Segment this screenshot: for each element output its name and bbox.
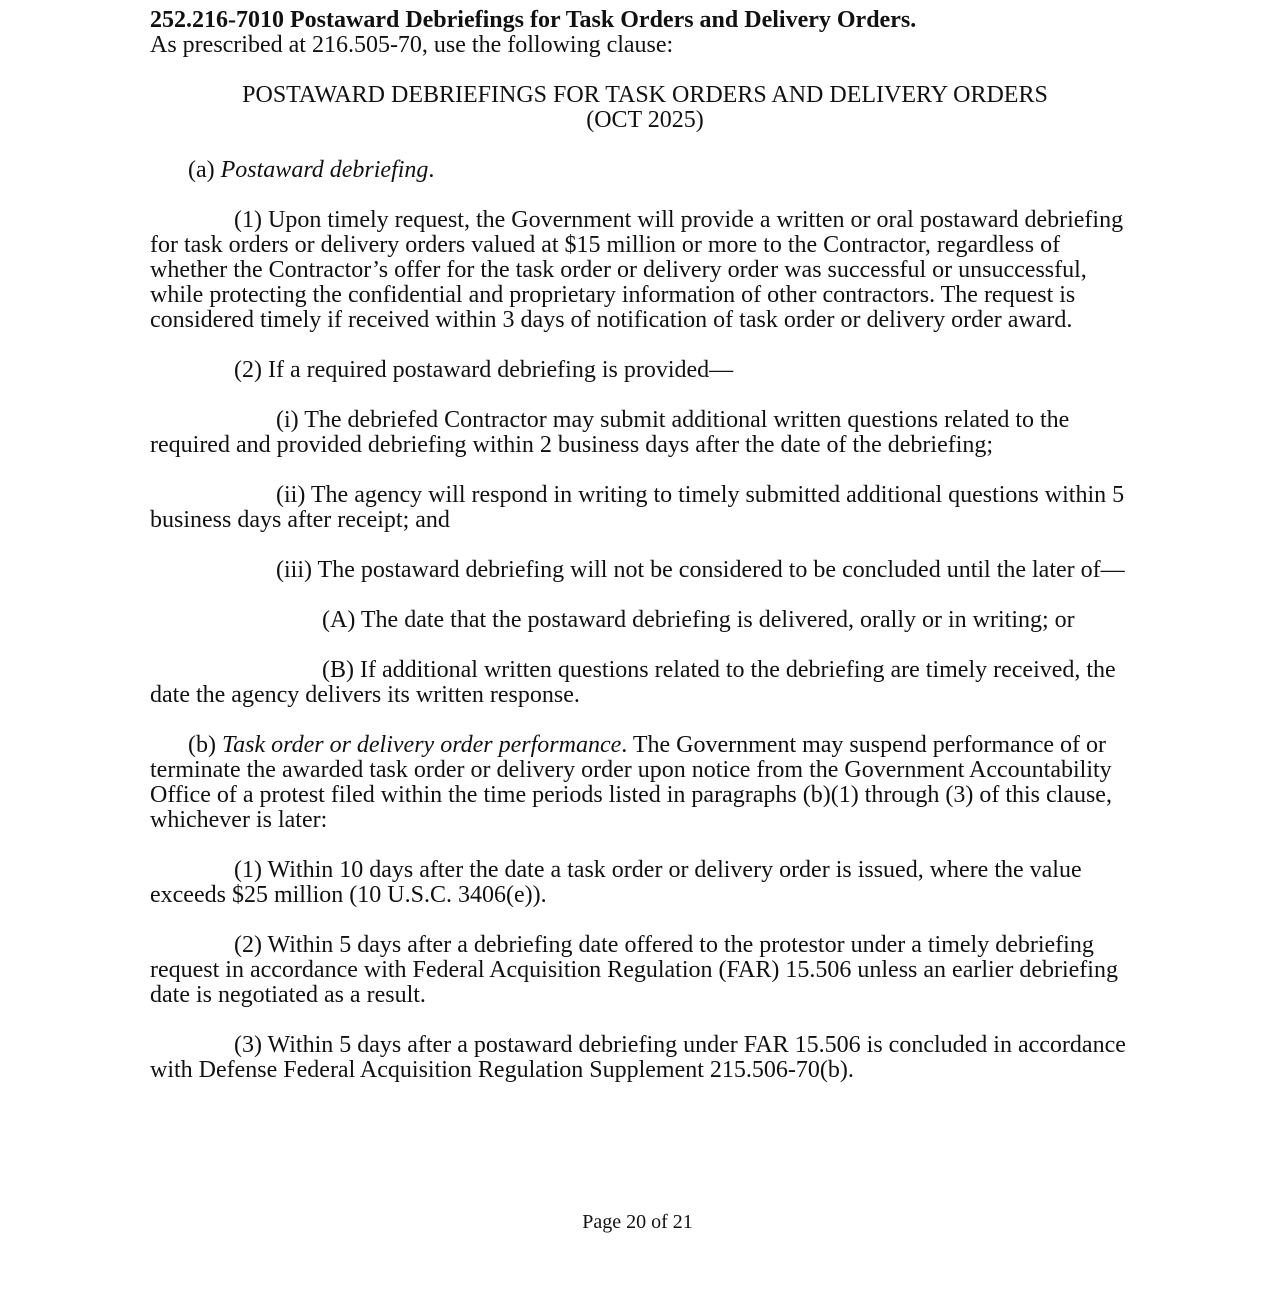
prescription-text: As prescribed at 216.505-70, use the following clause: <box>150 32 674 58</box>
paragraph-a-period: . <box>428 157 435 183</box>
paragraph-b-text: . The Government may suspend performance of or terminate the awarded task order or delivery order upon notice from the Government Accountability Office of a protest filed within the time periods listed in paragraphs (b)(1) through (3) of this clause, whichever is later: <box>150 732 1112 833</box>
document-page <box>150 8 1140 1083</box>
clause-heading-title: Postaward Debriefings for Task Orders and Delivery Orders. <box>290 7 917 33</box>
clause-heading <box>150 8 1140 33</box>
paragraph-a2iiiB: (B) If additional written questions related to the debriefing are timely received, the date the agency delivers its written response. <box>150 657 1116 708</box>
paragraph-b-label: (b) <box>188 732 216 758</box>
paragraph-b3: (3) Within 5 days after a postaward debriefing under FAR 15.506 is concluded in accordance with Defense Federal Acquisition Regulation Supplement 215.506-70(b). <box>150 1032 1126 1083</box>
paragraph-b2: (2) Within 5 days after a debriefing date offered to the protestor under a timely debriefing request in accordance with Federal Acquisition Regulation (FAR) 15.506 unless an earlier debriefing date is negotiated as a result. <box>150 932 1118 1008</box>
paragraph-a1: (1) Upon timely request, the Government will provide a written or oral postaward debriefing for task orders or delivery orders valued at $15 million or more to the Contractor, regardless of whether the Contractor’s offer for the task order or delivery order was successful or unsuccessful, while protecting the confidential and proprietary information of other contractors. The request is considered timely if received within 3 days of notification of task order or delivery order award. <box>150 207 1124 333</box>
clause-number: 252.216-7010 <box>150 7 284 33</box>
paragraph-b <box>150 733 1140 833</box>
paragraph-a2iiiA: (A) The date that the postaward debriefing is delivered, orally or in writing; or <box>322 607 1075 633</box>
clause-title: POSTAWARD DEBRIEFINGS FOR TASK ORDERS AND DELIVERY ORDERS <box>242 82 1048 108</box>
page-number: Page 20 of 21 <box>582 1211 693 1233</box>
paragraph-a2iii: (iii) The postaward debriefing will not be considered to be concluded until the later of— <box>276 557 1125 583</box>
paragraph-a2i: (i) The debriefed Contractor may submit additional written questions related to the required and provided debriefing within 2 business days after the date of the debriefing; <box>150 407 1070 458</box>
paragraph-a <box>150 158 1140 183</box>
clause-date: (OCT 2025) <box>586 107 704 133</box>
clause-title-block <box>150 83 1140 133</box>
paragraph-a-label: (a) <box>188 157 215 183</box>
paragraph-a2: (2) If a required postaward debriefing is provided— <box>234 357 734 383</box>
paragraph-b1: (1) Within 10 days after the date a task order or delivery order is issued, where the value exceeds $25 million (10 U.S.C. 3406(e)). <box>150 857 1082 908</box>
paragraph-a2ii: (ii) The agency will respond in writing to timely submitted additional questions within 5 business days after receipt; and <box>150 482 1125 533</box>
paragraph-a-heading: Postaward debriefing <box>220 157 429 183</box>
paragraph-b-heading: Task order or delivery order performance <box>221 732 622 758</box>
